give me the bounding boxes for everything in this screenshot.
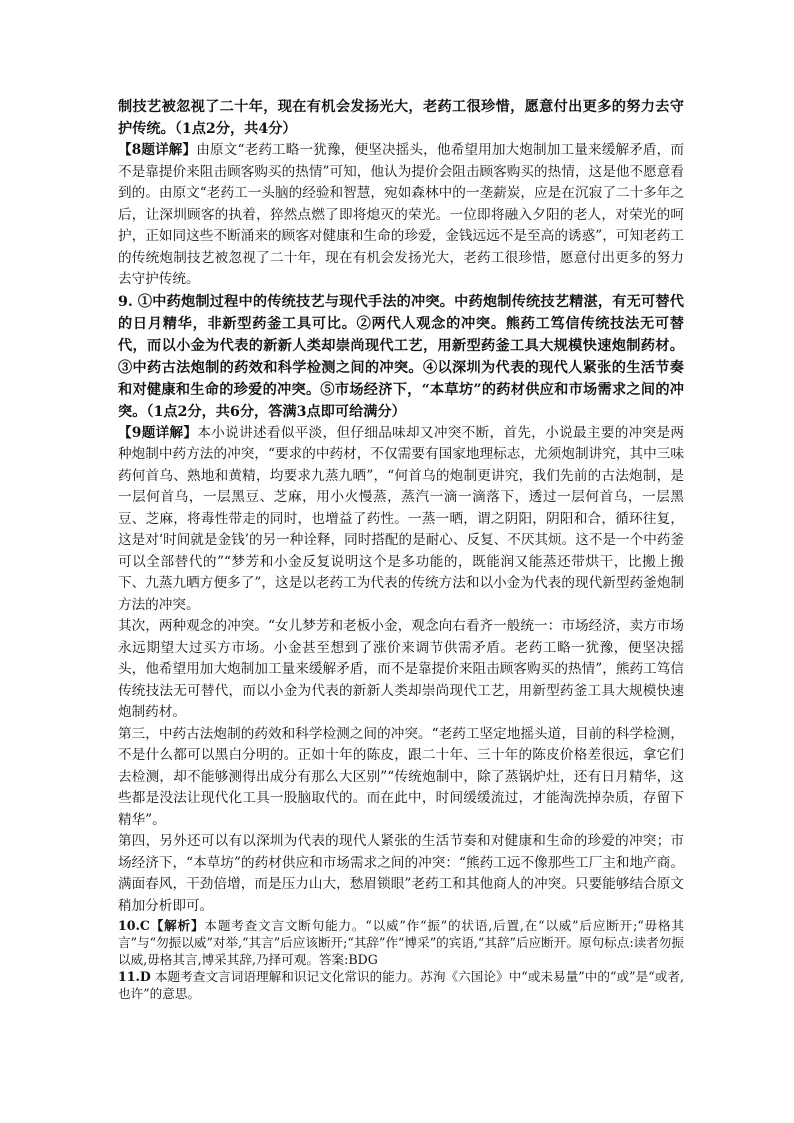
q9-explanation-third [118, 724, 684, 832]
section-title: 10.C【解析】 [118, 918, 205, 933]
q8-explanation [118, 140, 684, 291]
q8-answer-continuation [118, 96, 684, 140]
paragraph-text: 本小说讲述看似平淡，但仔细品味却又冲突不断，首先，小说最主要的冲突是两种炮制中药方法的冲突，“要求的中药材，不仅需要有国家地理标志，尤须炮制讲究，其中三味药何首乌、熟地和黄精，均要求九蒸九晒”，“何首乌的炮制更讲究，我们先前的古法炮制，是一层何首乌，一层黑豆、芝麻，用小火慢蒸，蒸汽一滴一滴落下，透过一层何首乌，一层黑豆、芝麻，将毒性带走的同时，也增益了药性。一蒸一晒，谓之阴阳，阴阳和合，循环往复，这是对‘时间就是金钱’的另一种诠释，同时搭配的是耐心、反复、不厌其烦。这不是一个中药釜可以全部替代的”“梦芳和小金反复说明这个是多功能的，既能润又能蒸还带烘干，比搬上搬下、九蒸九晒方便多了”，这是以老药工为代表的传统方法和以小金为代表的现代新型药釜炮制方法的冲突。 [118, 424, 685, 613]
paragraph-text: 第三，中药古法炮制的药效和科学检测之间的冲突。“老药工坚定地摇头道，目前的科学检测，不是什么都可以黑白分明的。正如十年的陈皮，跟二十年、三十年的陈皮价格差很远，拿它们去检测，却不能够测得出成分有那么大区别”“传统炮制中，除了蒸锅炉灶，还有日月精华，这些都是没法让现代化工具一股脑取代的。而在此中，时间缓缓流过，才能淘洗掉杂质，存留下精华”。 [118, 725, 684, 828]
paragraph-text: 本题考查文言文断句能力。“以威”作“振”的状语,后置,在“以威”后应断开;“毋格其言”与“勿振以威”对举,“其言”后应该断开;“其辞”作“博采”的宾语,“其辞”后应断开。原句标点:读者勿振以威,毋格其言,博采其辞,乃择可观。答案:BDG [118, 918, 684, 967]
q10-analysis [118, 917, 684, 968]
paragraph-text: 9. ①中药炮制过程中的传统技艺与现代手法的冲突。中药炮制传统技艺精湛，有无可替代的日月精华，非新型药釜工具可比。②两代人观念的冲突。熊药工笃信传统技法无可替代，而以小金为代表的新新人类却崇尚现代工艺，用新型药釜工具大规模快速炮制药材。③中药古法炮制的药效和科学检测之间的冲突。④以深圳为代表的现代人紧张的生活节奏和对健康和生命的珍爱的冲突。⑤市场经济下，“本草坊”的药材供应和市场需求之间的冲突。（1点2分，共6分，答满3点即可给满分） [118, 293, 684, 420]
paragraph-text: 由原文“老药工略一犹豫，便坚决摇头，他希望用加大炮制加工量来缓解矛盾，而不是靠提价来阻击顾客购买的热情”可知，他认为提价会阻击顾客购买的热情，这是他不愿意看到的。由原文“老药工一头脑的经验和智慧，宛如森林中的一垄薪炭，应是在沉寂了二十多年之后，让深圳顾客的执着，猝然点燃了即将熄灭的荣光。一位即将融入夕阳的老人，对荣光的呵护，正如同这些不断涌来的顾客对健康和生命的珍爱，金钱远远不是至高的诱惑”，可知老药工的传统炮制技艺被忽视了二十年，现在有机会发扬光大，老药工很珍惜，愿意付出更多的努力去守护传统。 [118, 142, 684, 287]
section-title: 【8题详解】 [118, 142, 197, 158]
paragraph-text: 制技艺被忽视了二十年，现在有机会发扬光大，老药工很珍惜，愿意付出更多的努力去守护传统。（1点2分，共4分） [118, 99, 684, 137]
q11-analysis [118, 968, 684, 1002]
q9-explanation-second [118, 616, 684, 724]
paragraph-text: 其次，两种观念的冲突。“女儿梦芳和老板小金，观念向右看齐一般统一：市场经济，卖方市场永远期望大过买方市场。小金甚至想到了涨价来调节供需矛盾。老药工略一犹豫，便坚决摇头，他希望用加大炮制加工量来缓解矛盾，而不是靠提价来阻击顾客购买的热情”，熊药工笃信传统技法无可替代，而以小金为代表的新新人类却崇尚现代工艺，用新型药釜工具大规模快速炮制药材。 [118, 618, 684, 720]
answer-document [118, 96, 684, 1002]
section-title: 11.D [118, 969, 151, 984]
q9-answer [118, 291, 684, 423]
q9-explanation [118, 423, 684, 617]
paragraph-text: 第四，另外还可以有以深圳为代表的现代人紧张的生活节奏和对健康和生命的珍爱的冲突；市场经济下，“本草坊”的药材供应和市场需求之间的冲突：“熊药工远不像那些工厂主和地产商。满面春风，干劲倍增，而是压力山大，愁眉锁眼”老药工和其他商人的冲突。只要能够结合原文稍加分析即可。 [118, 833, 684, 914]
paragraph-text: 本题考查文言词语理解和识记文化常识的能力。苏洵《六国论》中“或未易量”中的“或”是“或者,也许”的意思。 [118, 969, 684, 1001]
q9-explanation-fourth [118, 831, 684, 917]
section-title: 【9题详解】 [118, 424, 198, 441]
